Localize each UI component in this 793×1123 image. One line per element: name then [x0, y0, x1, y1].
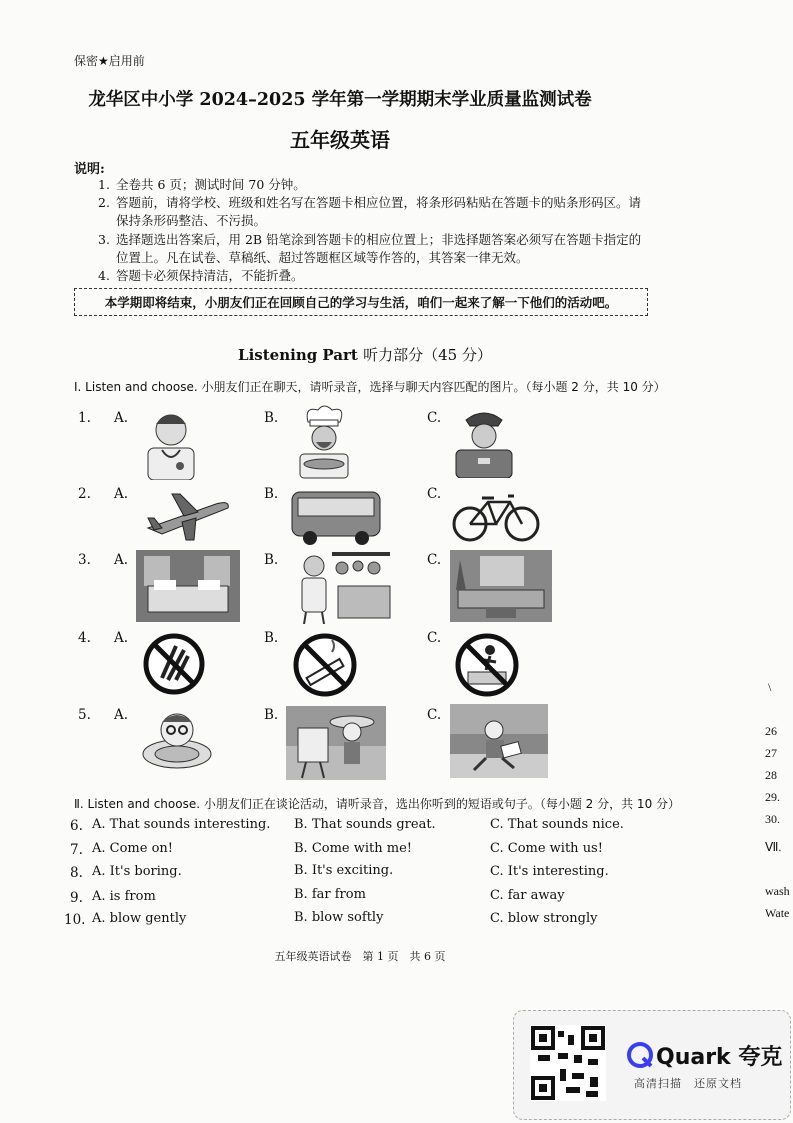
option-b: B. That sounds great.	[294, 817, 436, 832]
question-number: 6.	[70, 818, 83, 834]
living-room-icon	[450, 550, 552, 622]
doctor-icon	[136, 404, 206, 480]
question-number: 3.	[78, 552, 91, 568]
edge-fragment: 27	[765, 746, 777, 760]
bike-icon	[450, 488, 542, 544]
confidential-label: 保密★启用前	[74, 54, 145, 68]
option-b: B. blow softly	[294, 910, 384, 925]
instruction-item: 3. 选择题选出答案后，用 2B 铅笔涂到答题卡的相应位置上；非选择题答案必须写在答题卡指定的位置上。凡在试卷、草稿纸、超过答题框区域等作答的，其答案一律无效。	[98, 232, 642, 265]
bedroom-icon	[136, 550, 240, 622]
edge-fragment: 26	[765, 724, 777, 738]
option-label: B.	[264, 486, 279, 502]
option-label: C.	[427, 552, 442, 568]
option-b: B. far from	[294, 887, 366, 902]
no-smoking-icon	[292, 632, 358, 698]
edge-fragment: wash	[765, 884, 790, 898]
section2-heading: Ⅱ. Listen and choose. 小朋友们正在谈论活动，请听录音，选出你听到的短语或句子。（每小题 2 分，共 10 分）	[74, 797, 681, 811]
cook-icon	[290, 404, 358, 480]
exam-subtitle: 五年级英语	[290, 128, 390, 152]
quark-brand: Quark 夸克	[656, 1045, 783, 1070]
option-b: B. It's exciting.	[294, 863, 394, 878]
option-a: A. Come on!	[92, 841, 174, 856]
police-officer-icon	[448, 404, 520, 478]
option-label: A.	[114, 552, 129, 568]
question-number: 10.	[64, 912, 86, 928]
section1-heading: Ⅰ. Listen and choose. 小朋友们正在聊天，请听录音，选择与聊天内容匹配的图片。（每小题 2 分，共 10 分）	[74, 380, 666, 394]
reading-boy-icon	[450, 704, 548, 778]
option-a: A. That sounds interesting.	[92, 817, 271, 832]
page-footer: 五年级英语试卷 第 1 页 共 6 页	[274, 950, 446, 963]
option-label: C.	[427, 630, 442, 646]
option-label: A.	[114, 486, 129, 502]
option-label: A.	[114, 630, 129, 646]
option-label: C.	[427, 707, 442, 723]
question-number: 7.	[70, 842, 83, 858]
question-number: 2.	[78, 486, 91, 502]
option-b: B. Come with me!	[294, 841, 413, 856]
option-c: C. far away	[490, 888, 565, 903]
no-fireworks-icon	[142, 632, 206, 696]
option-label: C.	[427, 486, 442, 502]
instruction-item: 2. 答题前，请将学校、班级和姓名写在答题卡相应位置，将条形码粘贴在答题卡的贴条形码区。请保持条形码整洁、不污损。	[98, 195, 642, 228]
option-c: C. blow strongly	[490, 911, 598, 926]
option-label: C.	[427, 410, 442, 426]
option-label: B.	[264, 707, 279, 723]
edge-fragment: 29.	[765, 790, 780, 804]
option-c: C. It's interesting.	[490, 864, 609, 879]
option-label: A.	[114, 410, 129, 426]
question-number: 4.	[78, 630, 91, 646]
edge-fragment: Wate	[765, 906, 790, 920]
edge-fragment: 30.	[765, 812, 780, 826]
option-label: B.	[264, 552, 279, 568]
option-label: A.	[114, 707, 129, 723]
quark-tagline: 高清扫描 还原文档	[634, 1077, 742, 1090]
question-number: 8.	[70, 865, 83, 881]
edge-fragment: 28	[765, 768, 777, 782]
edge-fragment: \	[768, 680, 772, 694]
option-label: B.	[264, 630, 279, 646]
option-label: B.	[264, 410, 279, 426]
listening-part-title: Listening Part 听力部分（45 分）	[238, 346, 492, 364]
intro-box: 本学期即将结束，小朋友们正在回顾自己的学习与生活，咱们一起来了解一下他们的活动吧。	[74, 288, 648, 316]
option-a: A. blow gently	[92, 911, 187, 926]
kitchen-icon	[292, 548, 394, 624]
question-number: 5.	[78, 707, 91, 723]
question-number: 1.	[78, 410, 91, 426]
question-number: 9.	[70, 890, 83, 906]
instruction-item: 4. 答题卡必须保持清洁，不能折叠。	[98, 268, 304, 283]
swimming-boy-icon	[140, 706, 214, 774]
instruction-item: 1. 全卷共 6 页；测试时间 70 分钟。	[98, 177, 306, 192]
plane-icon	[142, 488, 234, 544]
option-c: C. Come with us!	[490, 841, 603, 856]
painting-boy-icon	[286, 706, 386, 780]
edge-fragment: Ⅶ.	[765, 840, 782, 854]
instructions-heading: 说明:	[74, 162, 105, 177]
option-c: C. That sounds nice.	[490, 817, 624, 832]
no-climbing-icon	[454, 632, 520, 698]
quark-logo-icon	[627, 1042, 653, 1068]
option-a: A. is from	[92, 889, 156, 904]
qr-code-icon	[530, 1025, 606, 1101]
option-a: A. It's boring.	[92, 864, 182, 879]
exam-title: 龙华区中小学 2024–2025 学年第一学期期末学业质量监测试卷	[88, 90, 592, 110]
bus-icon	[288, 486, 384, 548]
